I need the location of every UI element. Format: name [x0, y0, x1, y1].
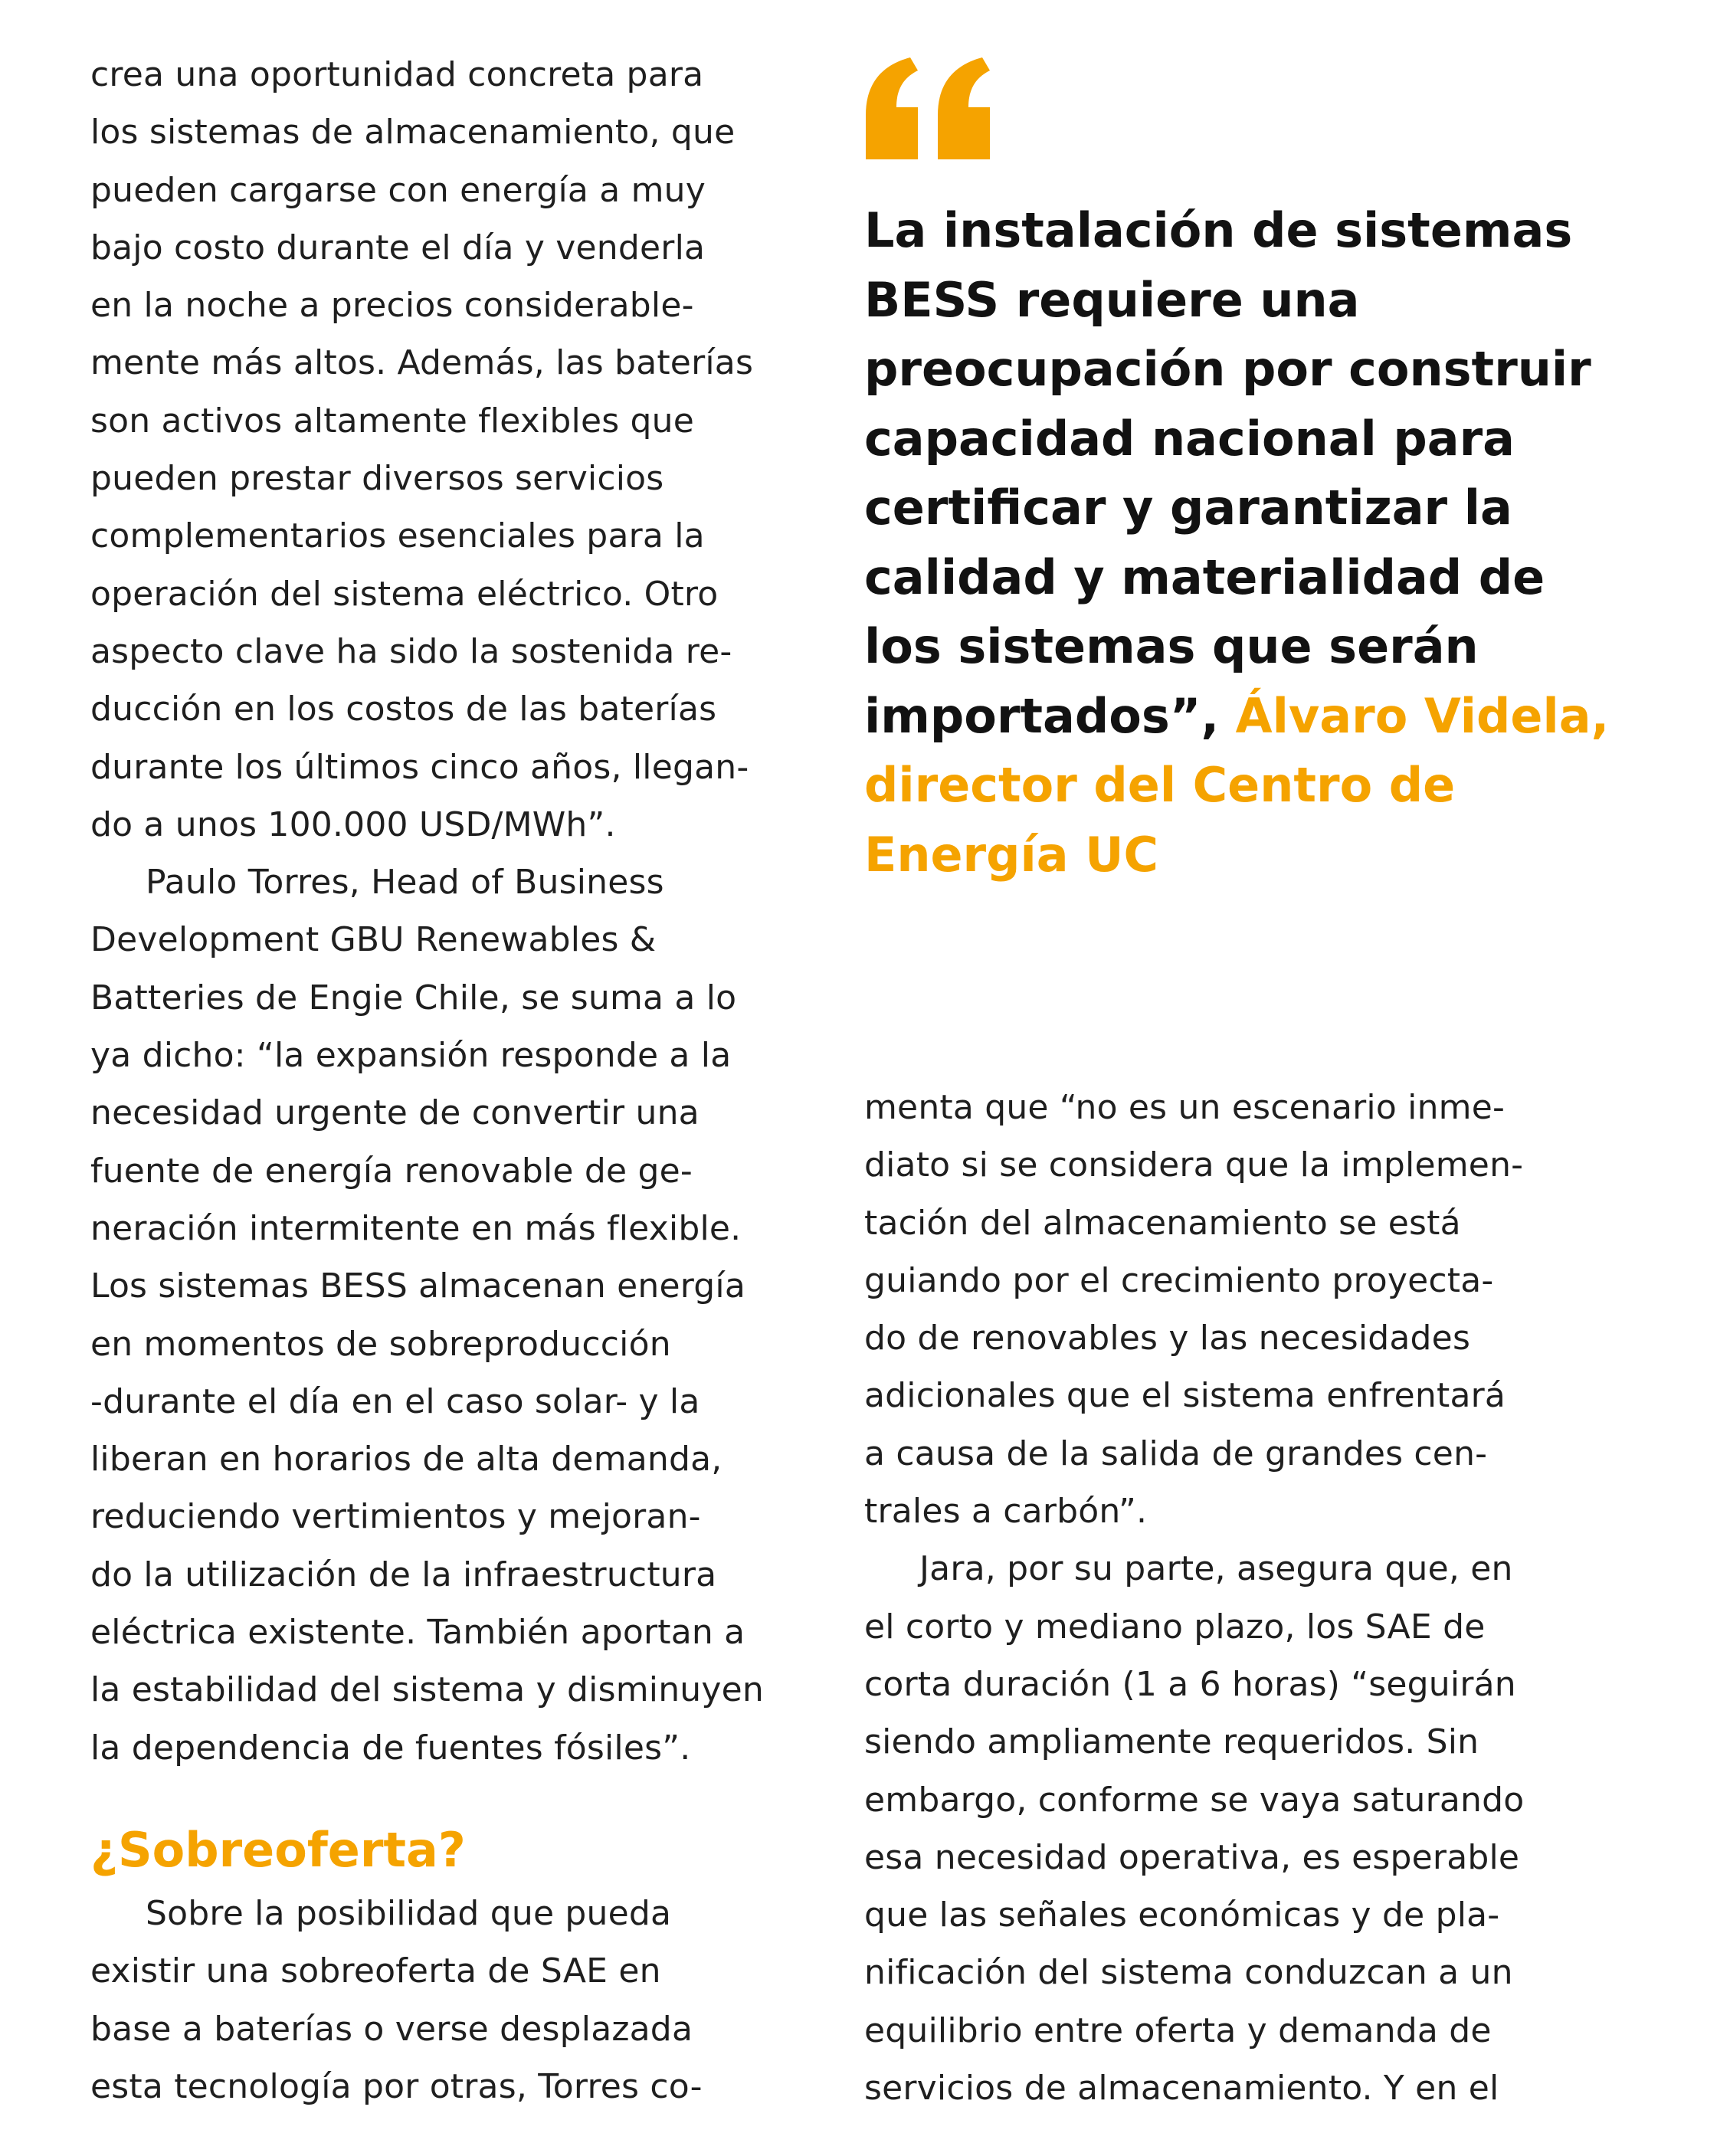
text-line: tación del almacenamiento se está: [864, 1203, 1461, 1243]
quote-line: preocupación por construir: [864, 341, 1591, 397]
text-line: aspecto clave ha sido la sostenida re-: [90, 631, 732, 671]
text-line: operación del sistema eléctrico. Otro: [90, 574, 719, 614]
text-line: servicios de almacenamiento. Y en el: [864, 2069, 1499, 2108]
quote-line: capacidad nacional para: [864, 410, 1515, 467]
quote-line: los sistemas que serán: [864, 618, 1479, 674]
text-line: complementarios esenciales para la: [90, 516, 705, 556]
text-line: crea una oportunidad concreta para: [90, 55, 704, 94]
text-line: do a unos 100.000 USD/MWh”.: [90, 804, 616, 844]
text-line: trales a carbón”.: [864, 1492, 1148, 1532]
quote-line: [864, 682, 1661, 752]
text-line: do de renovables y las necesidades: [864, 1319, 1471, 1358]
quote-line: calidad y materialidad de: [864, 549, 1545, 605]
text-line: reduciendo vertimientos y mejoran-: [90, 1497, 701, 1537]
pull-quote: [864, 196, 1661, 890]
quote-line: BESS requiere una: [864, 271, 1360, 328]
text-line: en momentos de sobreproducción: [90, 1324, 671, 1364]
left-paragraph-2: [90, 854, 826, 1777]
text-line: el corto y mediano plazo, los SAE de: [864, 1607, 1486, 1646]
quote-last-line: importados”,: [864, 687, 1220, 744]
text-line: Sobre la posibilidad que pueda: [146, 1894, 672, 1933]
text-line: existir una sobreoferta de SAE en: [90, 1951, 661, 1991]
text-line: guiando por el crecimiento proyecta-: [864, 1260, 1494, 1300]
text-line: esa necesidad operativa, es esperable: [864, 1837, 1520, 1877]
text-line: pueden prestar diversos servicios: [90, 459, 664, 499]
text-line: eléctrica existente. También aportan a: [90, 1613, 745, 1653]
quote-mark-icon: [858, 54, 1004, 169]
text-line: esta tecnología por otras, Torres co-: [90, 2066, 703, 2106]
text-line: equilibrio entre oferta y demanda de: [864, 2010, 1492, 2050]
text-line: que las señales económicas y de pla-: [864, 1896, 1500, 1935]
text-line: siendo ampliamente requeridos. Sin: [864, 1722, 1479, 1762]
quote-attribution: Energía UC: [864, 826, 1159, 883]
text-line: corta duración (1 a 6 horas) “seguirán: [864, 1664, 1516, 1704]
text-line: ya dicho: “la expansión responde a la: [90, 1036, 732, 1076]
text-line: menta que “no es un escenario inme-: [864, 1088, 1506, 1127]
right-paragraph-2: [864, 1540, 1615, 2117]
text-line: Batteries de Engie Chile, se suma a lo: [90, 978, 737, 1017]
text-line: bajo costo durante el día y venderla: [90, 228, 706, 267]
text-line: en la noche a precios considerable-: [90, 286, 694, 326]
text-line: durante los últimos cinco años, llegan-: [90, 747, 749, 787]
left-paragraph-1: [90, 46, 826, 854]
quote-attribution: director del Centro de: [864, 757, 1456, 813]
text-line: los sistemas de almacenamiento, que: [90, 113, 736, 152]
text-line: do la utilización de la infraestructura: [90, 1555, 717, 1594]
quote-attribution-name: Álvaro Videla,: [1235, 687, 1610, 744]
text-line: Development GBU Renewables &: [90, 920, 657, 960]
text-line: Paulo Torres, Head of Business: [146, 863, 664, 903]
text-line: -durante el día en el caso solar- y la: [90, 1381, 700, 1421]
quote-line: certificar y garantizar la: [864, 480, 1512, 536]
section-heading: ¿Sobreoferta?: [90, 1822, 466, 1878]
text-line: adicionales que el sistema enfrentará: [864, 1376, 1506, 1416]
text-line: la dependencia de fuentes fósiles”.: [90, 1728, 691, 1768]
text-line: nificación del sistema conduzcan a un: [864, 1953, 1513, 1993]
text-line: Los sistemas BESS almacenan energía: [90, 1266, 745, 1306]
text-line: diato si se considera que la implemen-: [864, 1145, 1524, 1185]
text-line: mente más altos. Además, las baterías: [90, 343, 754, 383]
left-column: [90, 46, 826, 1777]
quote-line: La instalación de sistemas: [864, 202, 1573, 258]
text-line: la estabilidad del sistema y disminuyen: [90, 1670, 764, 1710]
text-line: necesidad urgente de convertir una: [90, 1093, 700, 1133]
right-paragraph-1: [864, 1079, 1615, 1540]
text-line: a causa de la salida de grandes cen-: [864, 1434, 1488, 1473]
right-column: [864, 1079, 1615, 2117]
text-line: base a baterías o verse desplazada: [90, 2009, 693, 2049]
left-paragraph-3: [90, 1885, 826, 2115]
text-line: fuente de energía renovable de ge-: [90, 1151, 693, 1191]
text-line: pueden cargarse con energía a muy: [90, 170, 706, 210]
text-line: liberan en horarios de alta demanda,: [90, 1440, 722, 1479]
text-line: Jara, por su parte, asegura que, en: [919, 1549, 1513, 1589]
text-line: son activos altamente flexibles que: [90, 401, 695, 441]
text-line: embargo, conforme se vaya saturando: [864, 1780, 1525, 1820]
text-line: neración intermitente en más flexible.: [90, 1208, 742, 1248]
text-line: ducción en los costos de las baterías: [90, 690, 717, 729]
